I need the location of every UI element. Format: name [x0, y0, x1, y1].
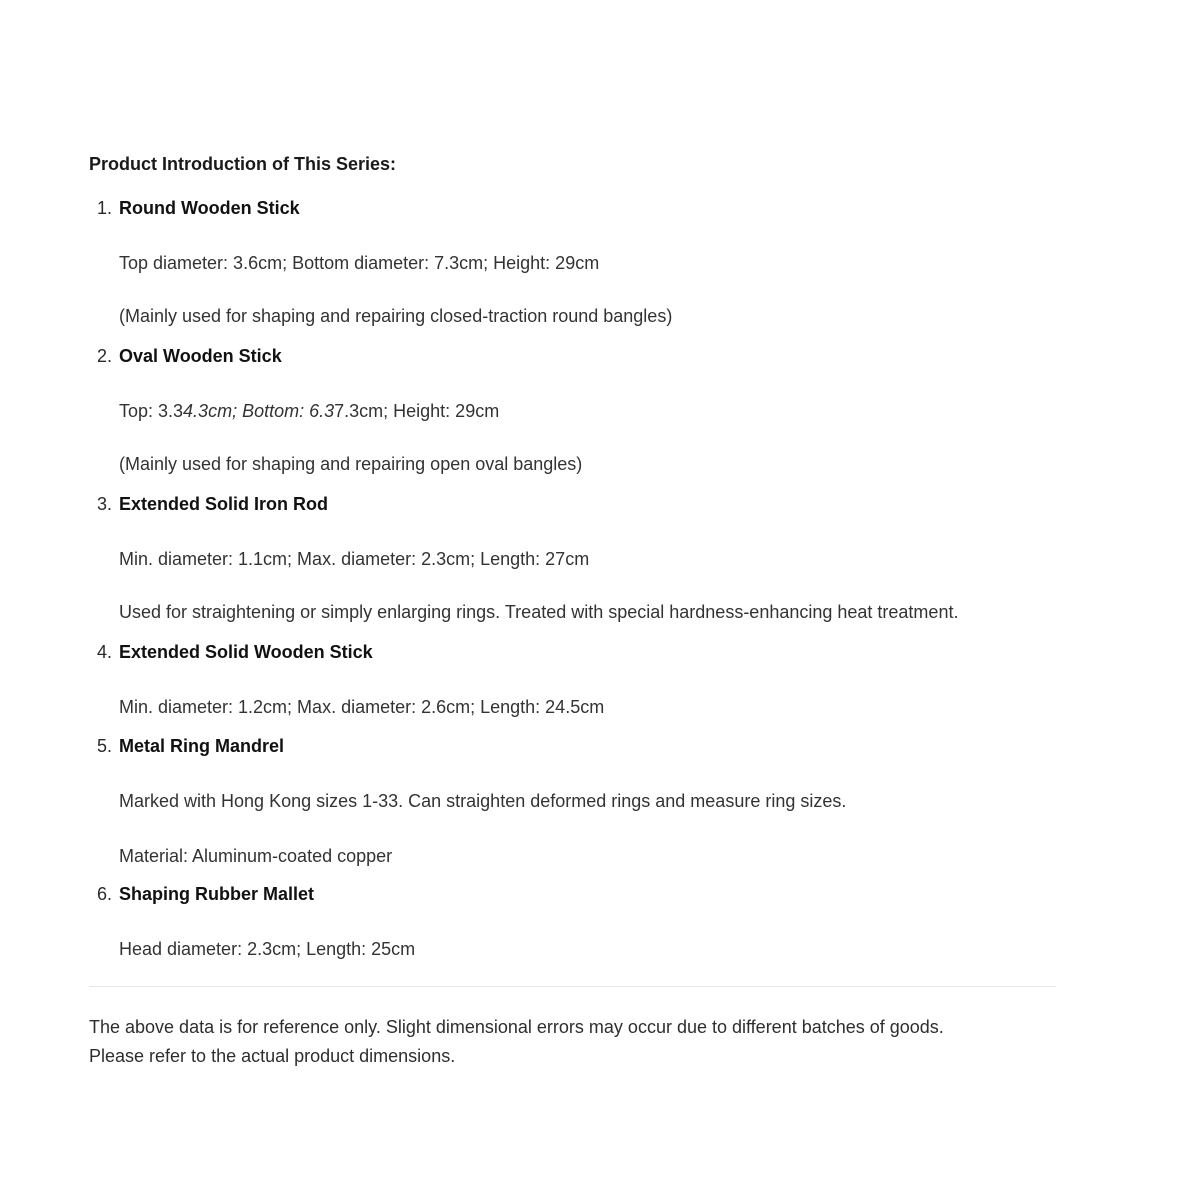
item-number: 1.	[97, 198, 113, 218]
item-title: Metal Ring Mandrel	[119, 736, 285, 756]
item-number: 4.	[97, 642, 113, 662]
spec-part: 7.3cm; Height: 29cm	[334, 401, 500, 421]
spec-part-italic: 4.3cm; Bottom: 6.3	[183, 401, 335, 421]
item-title: Shaping Rubber Mallet	[119, 884, 315, 904]
item-title: Extended Solid Iron Rod	[119, 494, 329, 514]
intro-heading: Product Introduction of This Series:	[89, 154, 397, 174]
item-title: Extended Solid Wooden Stick	[119, 642, 373, 662]
item-number: 5.	[97, 736, 113, 756]
item-title: Round Wooden Stick	[119, 198, 300, 218]
item-spec: Min. diameter: 1.2cm; Max. diameter: 2.6cm; Length: 24.5cm	[119, 697, 605, 717]
footnote-line-1: The above data is for reference only. Slight dimensional errors may occur due to different batches of goods.	[89, 1017, 944, 1037]
item-spec: Top diameter: 3.6cm; Bottom diameter: 7.3cm; Height: 29cm	[119, 253, 600, 273]
footnote-line-2: Please refer to the actual product dimensions.	[89, 1046, 456, 1066]
footnote	[89, 1013, 1069, 1071]
item-usage: Used for straightening or simply enlarging rings. Treated with special hardness-enhancing heat treatment.	[119, 602, 959, 622]
item-number: 3.	[97, 494, 113, 514]
item-title: Oval Wooden Stick	[119, 346, 282, 366]
item-spec: Min. diameter: 1.1cm; Max. diameter: 2.3cm; Length: 27cm	[119, 549, 590, 569]
item-usage: Marked with Hong Kong sizes 1-33. Can straighten deformed rings and measure ring sizes.	[119, 791, 847, 811]
spec-part: Top: 3.3	[119, 401, 184, 421]
item-number: 6.	[97, 884, 113, 904]
item-number: 2.	[97, 346, 113, 366]
item-usage: (Mainly used for shaping and repairing closed-traction round bangles)	[119, 306, 673, 326]
divider	[89, 986, 1056, 987]
item-usage: (Mainly used for shaping and repairing open oval bangles)	[119, 454, 583, 474]
item-spec: Head diameter: 2.3cm; Length: 25cm	[119, 939, 416, 959]
item-spec	[119, 397, 499, 425]
item-material: Material: Aluminum-coated copper	[119, 846, 393, 866]
